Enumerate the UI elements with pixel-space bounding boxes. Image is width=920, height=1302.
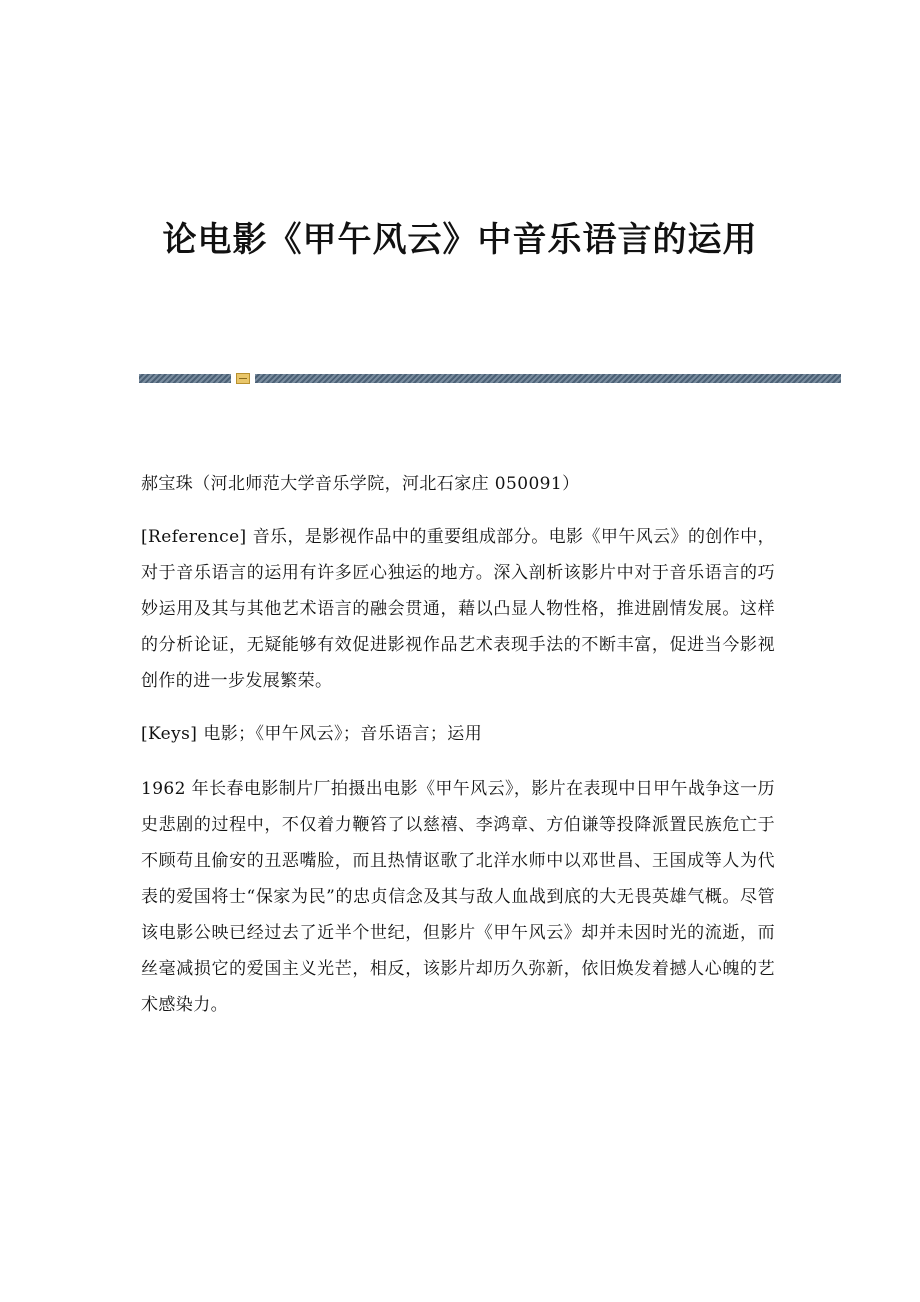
body-paragraph: 1962 年长春电影制片厂拍摄出电影《甲午风云》，影片在表现中日甲午战争这一历史悲剧的过程中，不仅着力鞭笞了以慈禧、李鸿章、方伯谦等投降派置民族危亡于不顾苟且偷安的丑恶嘴脸，而且热情讴歌了北洋水师中以邓世昌、王国成等人为代表的爱国将士“保家为民”的忠贞信念及其与敌人血战到底的大无畏英雄气概。尽管该电影公映已经过去了近半个世纪，但影片《甲午风云》却并未因时光的流逝，而丝毫减损它的爱国主义光芒，相反，该影片却历久弥新，依旧焕发着撼人心魄的艺术感染力。 — [141, 779, 775, 1015]
abstract-text: 音乐，是影视作品中的重要组成部分。电影《甲午风云》的创作中，对于音乐语言的运用有许多匠心独运的地方。深入剖析该影片中对于音乐语言的巧妙运用及其与其他艺术语言的融会贯通，藉以凸显人物性格，推进剧情发展。这样的分析论证，无疑能够有效促进影视作品艺术表现手法的不断丰富，促进当今影视创作的进一步发展繁荣。 — [141, 527, 775, 691]
author-line: 郝宝珠（河北师范大学音乐学院，河北石家庄 050091） — [141, 474, 580, 494]
document-body — [141, 466, 775, 1023]
abstract-paragraph — [141, 519, 775, 699]
abstract-label: [Reference] — [141, 527, 247, 547]
divider-bar-right — [255, 374, 841, 383]
decorative-divider — [139, 374, 841, 383]
divider-bar-left — [139, 374, 231, 383]
divider-ornament-icon — [236, 373, 250, 384]
keywords-line — [141, 716, 775, 752]
document-title: 论电影《甲午风云》中音乐语言的运用 — [162, 220, 758, 260]
keywords-label: [Keys] — [141, 724, 198, 744]
keywords-text: 电影；《甲午风云》；音乐语言；运用 — [203, 724, 483, 744]
